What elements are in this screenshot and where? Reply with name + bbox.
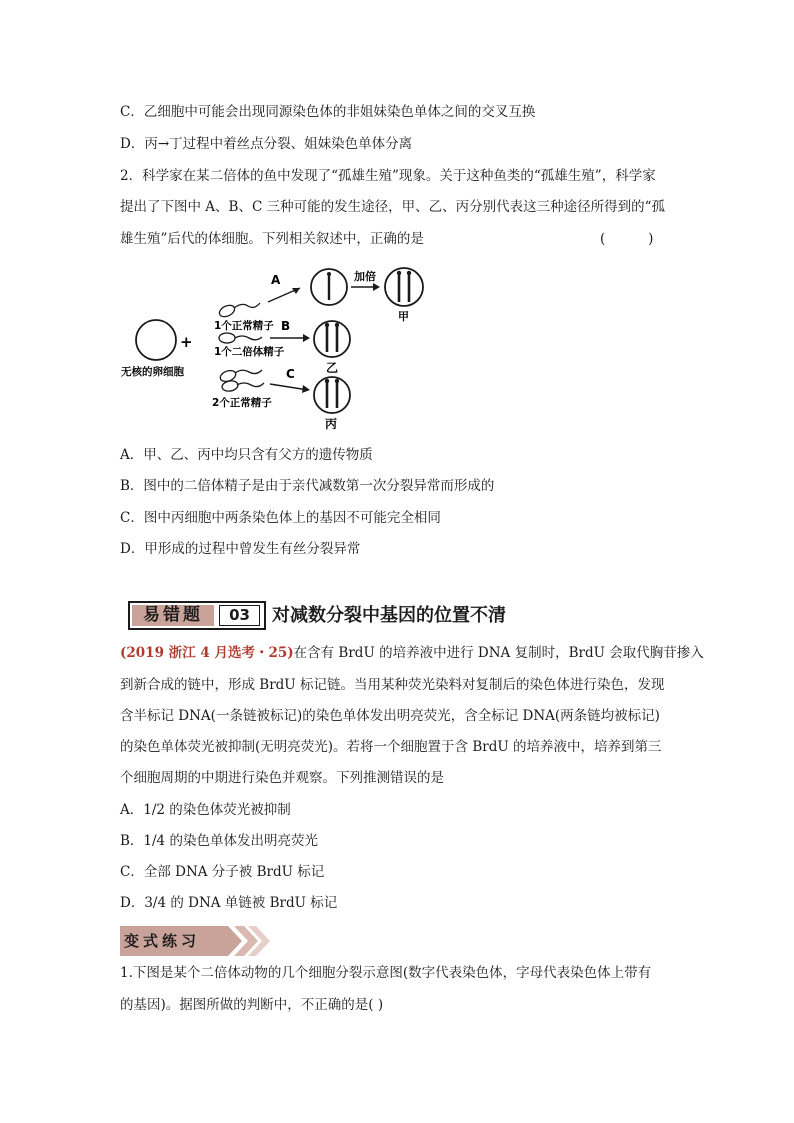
- section-title: 对减数分裂中基因的位置不清: [272, 605, 506, 626]
- q2-stem-line2: 提出了下图中 A、B、C 三种可能的发生途径，甲、乙、丙分别代表这三种途径所得到的“孤: [120, 199, 665, 215]
- sperm-a-icon: [218, 303, 260, 319]
- cell-yi: [314, 321, 350, 357]
- cell-a-haploid: [311, 269, 347, 305]
- route-b-label: B: [281, 319, 291, 333]
- parthenogenesis-figure: [118, 262, 438, 438]
- q3-option-b: B．1/4 的染色单体发出明亮荧光: [120, 833, 318, 849]
- cell-yi-label: 乙: [326, 361, 339, 375]
- plus-sign: +: [180, 333, 193, 351]
- double-label: 加倍: [354, 270, 376, 283]
- q1-option-d: D．丙→丁过程中着丝点分裂、姐妹染色单体分离: [120, 136, 413, 152]
- route-c-label: C: [286, 367, 295, 381]
- q2-stem-line3: 雄生殖”后代的体细胞。下列相关叙述中，正确的是: [120, 231, 424, 247]
- q2-option-b: B．图中的二倍体精子是由于亲代减数第一次分裂异常而形成的: [120, 478, 495, 494]
- variant-banner: [120, 924, 270, 958]
- variant-q1-line1: 1.下图是某个二倍体动物的几个细胞分裂示意图(数字代表染色体，字母代表染色体上带有: [120, 965, 652, 981]
- q3-option-d: D．3/4 的 DNA 单链被 BrdU 标记: [120, 895, 338, 911]
- arrow-a: [268, 288, 300, 302]
- sperm-c-icon: [219, 369, 264, 393]
- sperm-b-icon: [219, 333, 262, 343]
- variant-q1-line2: 的基因)。据图所做的判断中，不正确的是( ): [120, 997, 384, 1013]
- arrow-b: [270, 334, 310, 342]
- q2-option-c: C．图中丙细胞中两条染色体上的基因不可能完全相同: [120, 510, 441, 526]
- section-header-badge: [128, 601, 266, 630]
- cell-bing-label: 丙: [325, 417, 338, 431]
- section-number: 03: [219, 605, 260, 626]
- q2-option-a: A．甲、乙、丙中均只含有父方的遗传物质: [120, 447, 373, 463]
- section-label: 易错题: [132, 605, 214, 626]
- q2-stem-line1: 2．科学家在某二倍体的鱼中发现了“孤雄生殖”现象。关于这种鱼类的“孤雄生殖”，科学家: [120, 168, 656, 184]
- answer-bracket: ( ): [600, 231, 654, 247]
- q3-stem-line5: 个细胞周期的中期进行染色并观察。下列推测错误的是: [120, 770, 444, 786]
- q3-option-a: A．1/2 的染色体荧光被抑制: [120, 802, 291, 818]
- q3-stem-line2: 到新合成的链中，形成 BrdU 标记链。当用某种荧光染料对复制后的染色体进行染色，发现: [120, 677, 665, 693]
- sperm-b-label: 1个二倍体精子: [214, 346, 285, 358]
- egg-label: 无核的卵细胞: [121, 366, 184, 378]
- arrow-c: [270, 384, 310, 393]
- q3-source: (2019 浙江 4 月选考・25): [120, 645, 294, 661]
- q3-stem-line3: 含半标记 DNA(一条链被标记)的染色单体发出明亮荧光，含全标记 DNA(两条链均被标记): [120, 708, 660, 724]
- cell-jia: [385, 268, 423, 306]
- route-a-label: A: [271, 273, 281, 287]
- q3-option-c: C．全部 DNA 分子被 BrdU 标记: [120, 864, 325, 880]
- sperm-a-label: 1个正常精子: [214, 320, 274, 332]
- egg-cell: [136, 320, 176, 360]
- variant-label: 变式练习: [124, 932, 201, 950]
- q3-stem-line1: [120, 643, 704, 663]
- cell-bing: [314, 377, 350, 413]
- sperm-c-label: 2个正常精子: [212, 397, 272, 409]
- q2-option-d: D．甲形成的过程中曾发生有丝分裂异常: [120, 541, 361, 557]
- double-arrow: [351, 283, 380, 291]
- q3-stem-line4: 的染色单体荧光被抑制(无明亮荧光)。若将一个细胞置于含 BrdU 的培养液中，培养到第三: [120, 739, 662, 755]
- cell-jia-label: 甲: [398, 310, 409, 323]
- q1-option-c: C．乙细胞中可能会出现同源染色体的非姐妹染色单体之间的交叉互换: [120, 104, 536, 120]
- q3-stem-line1-text: 在含有 BrdU 的培养液中进行 DNA 复制时，BrdU 会取代胸苷掺入: [293, 645, 704, 661]
